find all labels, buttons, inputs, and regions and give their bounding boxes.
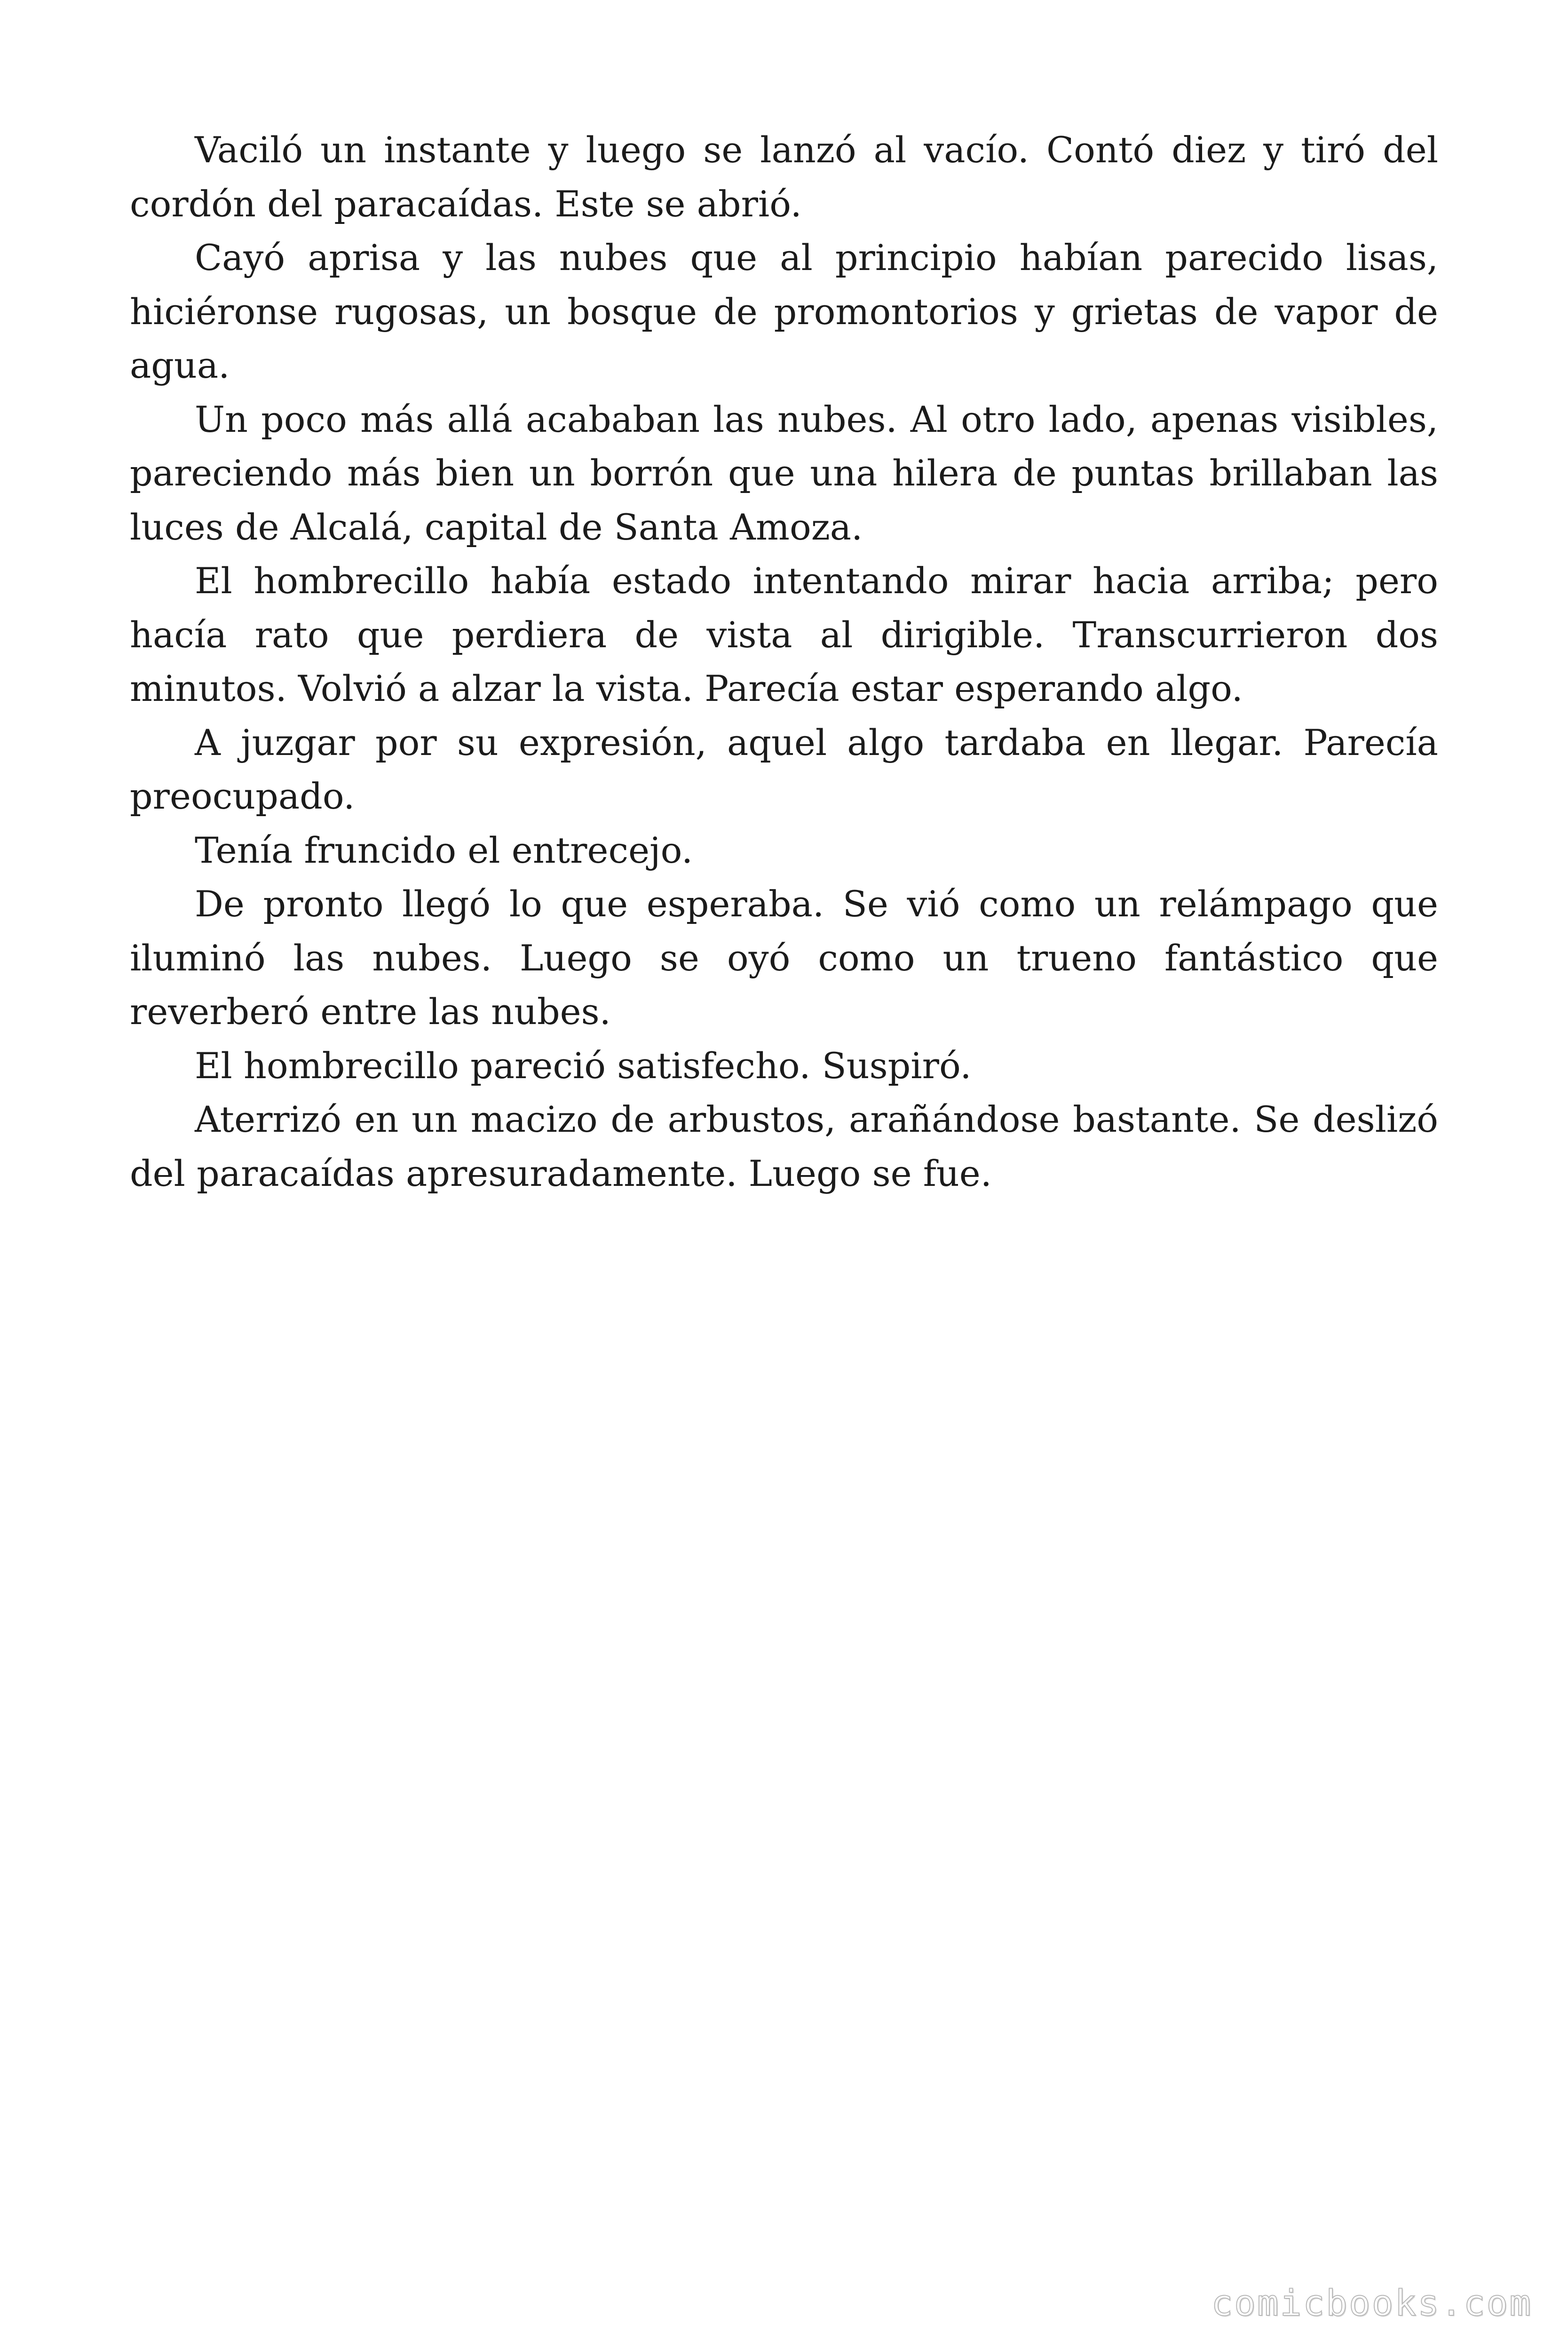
paragraph-4: El hombrecillo había estado intentando mirar hacia arriba; pero hacía rato que perdiera de vista al dirigible. Transcurrieron dos minutos. Volvió a alzar la vista. Parecía estar esperando algo. [130,560,1438,709]
paragraph-5: A juzgar por su expresión, aquel algo tardaba en llegar. Parecía preocupado. [130,721,1438,817]
body-text [130,123,1438,1200]
paragraph-9: Aterrizó en un macizo de arbustos, arañándose bastante. Se deslizó del paracaídas apresuradamente. Luego se fue. [130,1098,1438,1194]
paragraph-7: De pronto llegó lo que esperaba. Se vió como un relámpago que iluminó las nubes. Luego se oyó como un trueno fantástico que reverberó entre las nubes. [130,883,1438,1033]
paragraph-3: Un poco más allá acababan las nubes. Al otro lado, apenas visibles, pareciendo más bien un borrón que una hilera de puntas brillaban las luces de Alcalá, capital de Santa Amoza. [130,398,1438,548]
paragraph-2: Cayó aprisa y las nubes que al principio habían parecido lisas, hiciéronse rugosas, un bosque de promontorios y grietas de vapor de agua. [130,237,1438,386]
paragraph-8: El hombrecillo pareció satisfecho. Suspiró. [195,1044,972,1087]
watermark: comicbooks.com [1211,2282,1532,2324]
paragraph-1: Vaciló un instante y luego se lanzó al vacío. Contó diez y tiró del cordón del paracaídas. Este se abrió. [130,129,1438,225]
paragraph-6: Tenía fruncido el entrecejo. [195,829,693,871]
